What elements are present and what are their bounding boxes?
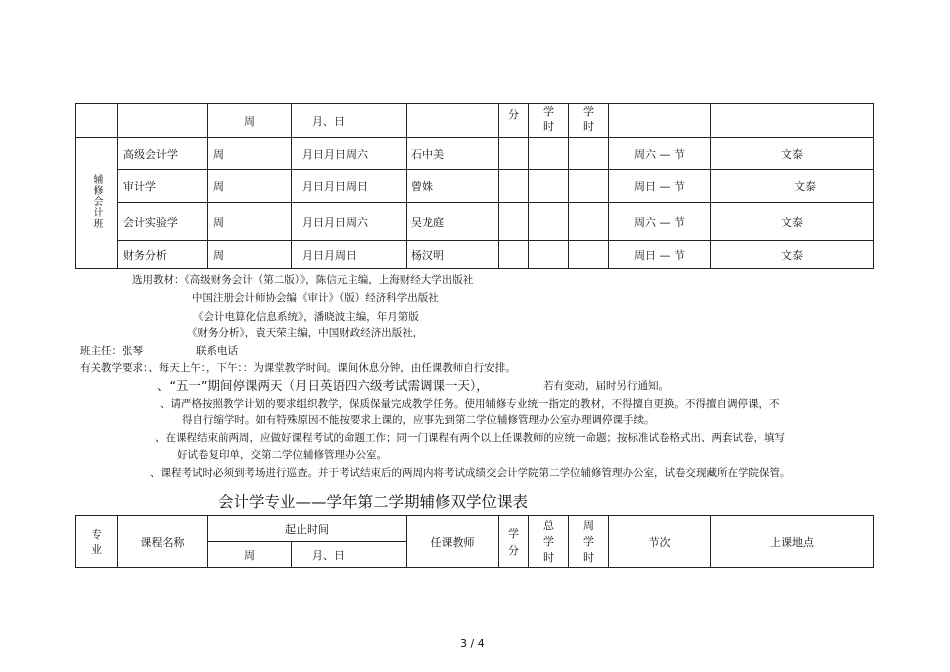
- bottom-schedule-table: [75, 515, 874, 568]
- course-location: 文泰: [711, 203, 874, 241]
- requirement-line-6: 好试卷复印单，交第二学位辅修管理办公室。: [177, 449, 387, 461]
- course-name: 会计实验学: [118, 203, 208, 241]
- top-table-header-row: [76, 104, 874, 138]
- course-name: 高级会计学: [118, 138, 208, 170]
- course-week: 周: [208, 241, 292, 269]
- page-number: 3 / 4: [460, 637, 485, 650]
- table-row: [76, 203, 874, 241]
- header-teacher: 任课教师: [407, 516, 499, 568]
- requirement-line-2: 、“五一”期间停课两天（月日英语四六级考试需调课一天），: [157, 378, 489, 393]
- course-location: 文泰: [711, 170, 874, 203]
- textbook-line-2: 中国注册会计师协会编《审计》（版）经济科学出版社: [192, 292, 439, 304]
- header-location: 上课地点: [711, 516, 874, 568]
- textbook-line-1: 选用教材：《高级财务会计（第二版）》，陈信元主编，上海财经大学出版社: [132, 274, 474, 286]
- course-dates: 月日月日周六: [292, 138, 407, 170]
- bottom-header-row-1: [76, 516, 874, 542]
- header-sessions: 节次: [609, 516, 711, 568]
- course-week: 周: [208, 170, 292, 203]
- course-dates: 月日月日周日: [292, 170, 407, 203]
- table-row: [76, 138, 874, 170]
- course-period: 周日 — 节: [609, 241, 711, 269]
- header-credit: 学 分: [499, 516, 529, 568]
- textbook-line-3: 《会计电算化信息系统》，潘晓波主编，年月第版: [193, 311, 419, 323]
- header-week: 周: [208, 104, 292, 138]
- course-period: 周六 — 节: [609, 203, 711, 241]
- table-row: [76, 170, 874, 203]
- requirement-line-5: 、在课程结束前两周，应做好课程考试的命题工作；同一门课程有两个以上任课教师的应统一命题；按标准试卷格式出、两套试卷，填写: [155, 432, 785, 444]
- course-teacher: 杨汉明: [407, 241, 499, 269]
- requirement-line-1: 有关教学要求：、每天上午：，下午：：为课堂教学时间。课间休息分钟，由任课教师自行安排。: [80, 362, 516, 374]
- course-name: 审计学: [118, 170, 208, 203]
- course-location: 文泰: [711, 241, 874, 269]
- textbook-line-4: 《财务分析》，袁天荣主编，中国财政经济出版社，: [187, 327, 424, 339]
- page-title: 会计学专业——学年第二学期辅修双学位课表: [218, 493, 529, 511]
- course-teacher: 石中美: [407, 138, 499, 170]
- course-period: 周六 — 节: [609, 138, 711, 170]
- header-week-hours: 周 学 时: [569, 516, 609, 568]
- group-label: 辅修会计班: [76, 138, 118, 269]
- header-major: 专业: [76, 516, 118, 568]
- course-name: 财务分析: [118, 241, 208, 269]
- header-month-day: 月、日: [292, 104, 407, 138]
- course-teacher: 曾姝: [407, 170, 499, 203]
- requirement-line-2b: 若有变动，届时另行通知。: [543, 380, 669, 392]
- requirement-line-7: 、课程考试时必须到考场进行巡查。并于考试结束后的两周内将考试成绩交会计学院第二学位辅修管理办公室，试卷交现藏所在学院保管。: [150, 467, 791, 479]
- requirement-line-3: 、请严格按照教学计划的要求组织教学，保质保量完成教学任务。使用辅修专业统一指定的教材，不得擅自更换。不得擅自调停课，不: [160, 398, 780, 410]
- header-week: 周: [208, 542, 292, 568]
- course-period: 周日 — 节: [609, 170, 711, 203]
- header-month-day: 月、日: [292, 542, 407, 568]
- header-total-hours: 学 时: [529, 104, 569, 138]
- head-teacher: 班主任：张琴: [80, 345, 143, 357]
- course-teacher: 吴龙庭: [407, 203, 499, 241]
- header-period-range: 起止时间: [208, 516, 407, 542]
- header-credit: 分: [499, 104, 529, 138]
- course-week: 周: [208, 203, 292, 241]
- course-dates: 月日月周日: [292, 241, 407, 269]
- header-week-hours: 学 时: [569, 104, 609, 138]
- course-location: 文泰: [711, 138, 874, 170]
- header-course-name: 课程名称: [118, 516, 208, 568]
- contact-phone: 联系电话: [196, 345, 238, 357]
- header-total-hours: 总 学 时: [529, 516, 569, 568]
- table-row: [76, 241, 874, 269]
- requirement-line-4: 得自行缩学时。如有特殊原因不能按要求上课的，应事先到第二学位辅修管理办公室办理调停课手续。: [182, 414, 655, 426]
- top-schedule-table: [75, 103, 874, 269]
- course-week: 周: [208, 138, 292, 170]
- course-dates: 月日月日周六: [292, 203, 407, 241]
